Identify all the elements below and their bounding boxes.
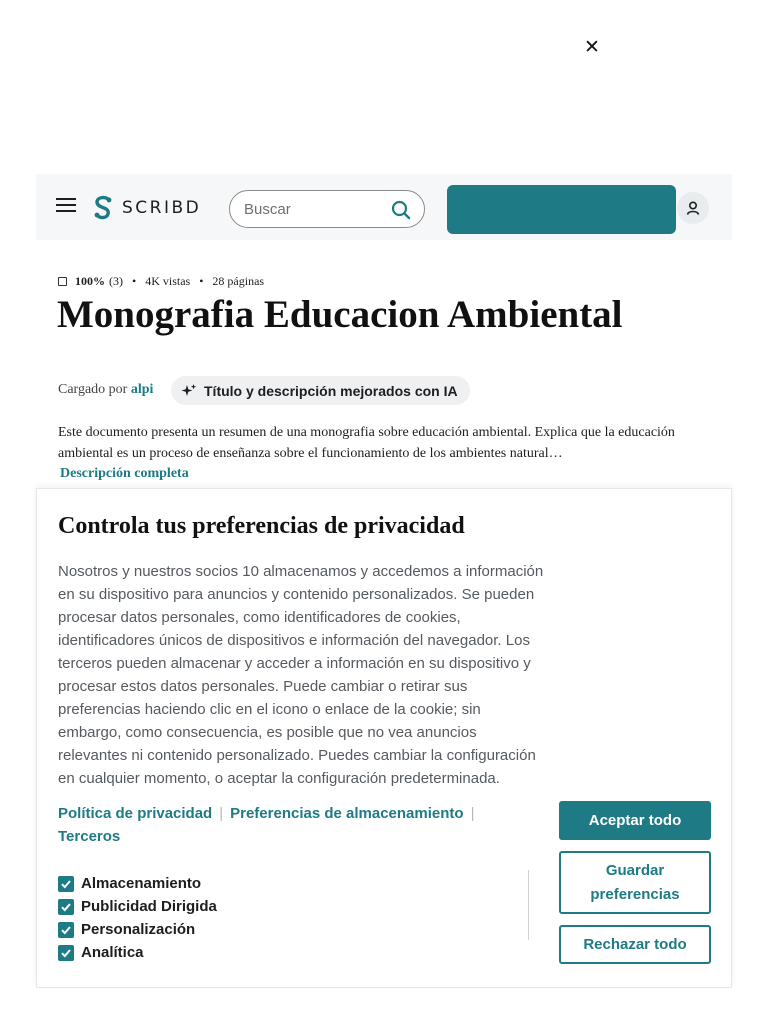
checkbox-row-analytics[interactable] bbox=[58, 941, 217, 964]
document-title: Monografia Educacion Ambiental bbox=[57, 293, 623, 336]
document-meta bbox=[58, 274, 264, 289]
reject-all-button[interactable]: Rechazar todo bbox=[559, 925, 711, 964]
checkbox-storage[interactable] bbox=[58, 876, 74, 892]
checkbox-targeted-ads[interactable] bbox=[58, 899, 74, 915]
checkmark-icon bbox=[60, 878, 72, 890]
uploaded-by bbox=[58, 382, 153, 398]
search-input[interactable] bbox=[244, 199, 384, 219]
meta-separator: • bbox=[199, 274, 204, 288]
consent-checkbox-list bbox=[58, 872, 217, 964]
scribd-logo[interactable] bbox=[92, 193, 201, 223]
checkmark-icon bbox=[60, 901, 72, 913]
logo-text: SCRIBD bbox=[122, 198, 202, 218]
view-count: 4K vistas bbox=[145, 274, 191, 288]
save-preferences-button[interactable]: Guardar preferencias bbox=[559, 851, 711, 914]
link-separator: | bbox=[219, 805, 224, 822]
document-description: Este documento presenta un resumen de una monografia sobre educación ambiental. Explica que la educación ambiental es un proceso de enseñanza sobre el funcionamiento de los ambientes natural… bbox=[58, 425, 675, 461]
privacy-policy-link[interactable]: Política de privacidad bbox=[58, 805, 213, 822]
third-parties-link[interactable]: Terceros bbox=[58, 828, 121, 845]
top-navbar bbox=[36, 174, 732, 240]
checkbox-personalization[interactable] bbox=[58, 922, 74, 938]
ai-enhanced-chip[interactable] bbox=[171, 376, 470, 405]
checkbox-label: Publicidad Dirigida bbox=[81, 898, 217, 915]
storage-preferences-link[interactable]: Preferencias de almacenamiento bbox=[230, 805, 464, 822]
uploader-link[interactable]: alpi bbox=[130, 382, 154, 397]
checkbox-row-targeted-ads[interactable] bbox=[58, 895, 217, 918]
rating-percent: 100% bbox=[75, 274, 105, 288]
sparkle-icon bbox=[181, 383, 197, 399]
consent-links bbox=[58, 802, 528, 848]
accept-all-button[interactable]: Aceptar todo bbox=[559, 801, 711, 840]
checkbox-row-personalization[interactable] bbox=[58, 918, 217, 941]
uploaded-by-label: Cargado por bbox=[58, 382, 128, 397]
upload-banner-button[interactable] bbox=[447, 185, 676, 234]
menu-icon[interactable] bbox=[56, 198, 76, 214]
checkbox-analytics[interactable] bbox=[58, 945, 74, 961]
link-separator: | bbox=[470, 805, 475, 822]
privacy-consent-dialog bbox=[36, 488, 732, 988]
search-box[interactable] bbox=[229, 190, 425, 228]
checkmark-icon bbox=[60, 947, 72, 959]
ai-chip-label: Título y descripción mejorados con IA bbox=[204, 382, 458, 399]
full-description-link[interactable]: Descripción completa bbox=[60, 466, 189, 481]
user-icon bbox=[685, 200, 701, 216]
close-button[interactable]: ✕ bbox=[584, 37, 600, 58]
consent-title: Controla tus preferencias de privacidad bbox=[58, 513, 465, 539]
checkbox-label: Personalización bbox=[81, 921, 196, 938]
scribd-logo-icon bbox=[92, 194, 114, 222]
checkmark-icon bbox=[60, 924, 72, 936]
consent-body-text: Nosotros y nuestros socios 10 almacenamos y accedemos a información en su dispositivo para anuncios y contenido personalizados. Se pueden procesar datos personales, como identificadores de cookies, identificadores únicos de dispositivos e información del navegador. Los terceros pueden almacenar y acceder a información en su dispositivo y procesar estos datos personales. Puede cambiar o retirar sus preferencias haciendo clic en el icono o enlace de la cookie; sin embargo, como consecuencia, es posible que no vea anuncios relevantes ni contenido personalizado. Puedes cambiar la configuración en cualquier momento, o aceptar la configuración predeterminada. bbox=[58, 563, 544, 787]
thumbs-up-icon bbox=[58, 277, 67, 286]
meta-separator: • bbox=[132, 274, 137, 288]
checkbox-row-storage[interactable] bbox=[58, 872, 217, 895]
divider bbox=[528, 870, 529, 940]
search-icon[interactable] bbox=[390, 199, 412, 221]
rating-count: (3) bbox=[109, 274, 123, 288]
user-menu-button[interactable] bbox=[677, 192, 709, 224]
checkbox-label: Almacenamiento bbox=[81, 875, 202, 892]
checkbox-label: Analítica bbox=[81, 944, 144, 961]
page-count: 28 páginas bbox=[212, 274, 265, 288]
